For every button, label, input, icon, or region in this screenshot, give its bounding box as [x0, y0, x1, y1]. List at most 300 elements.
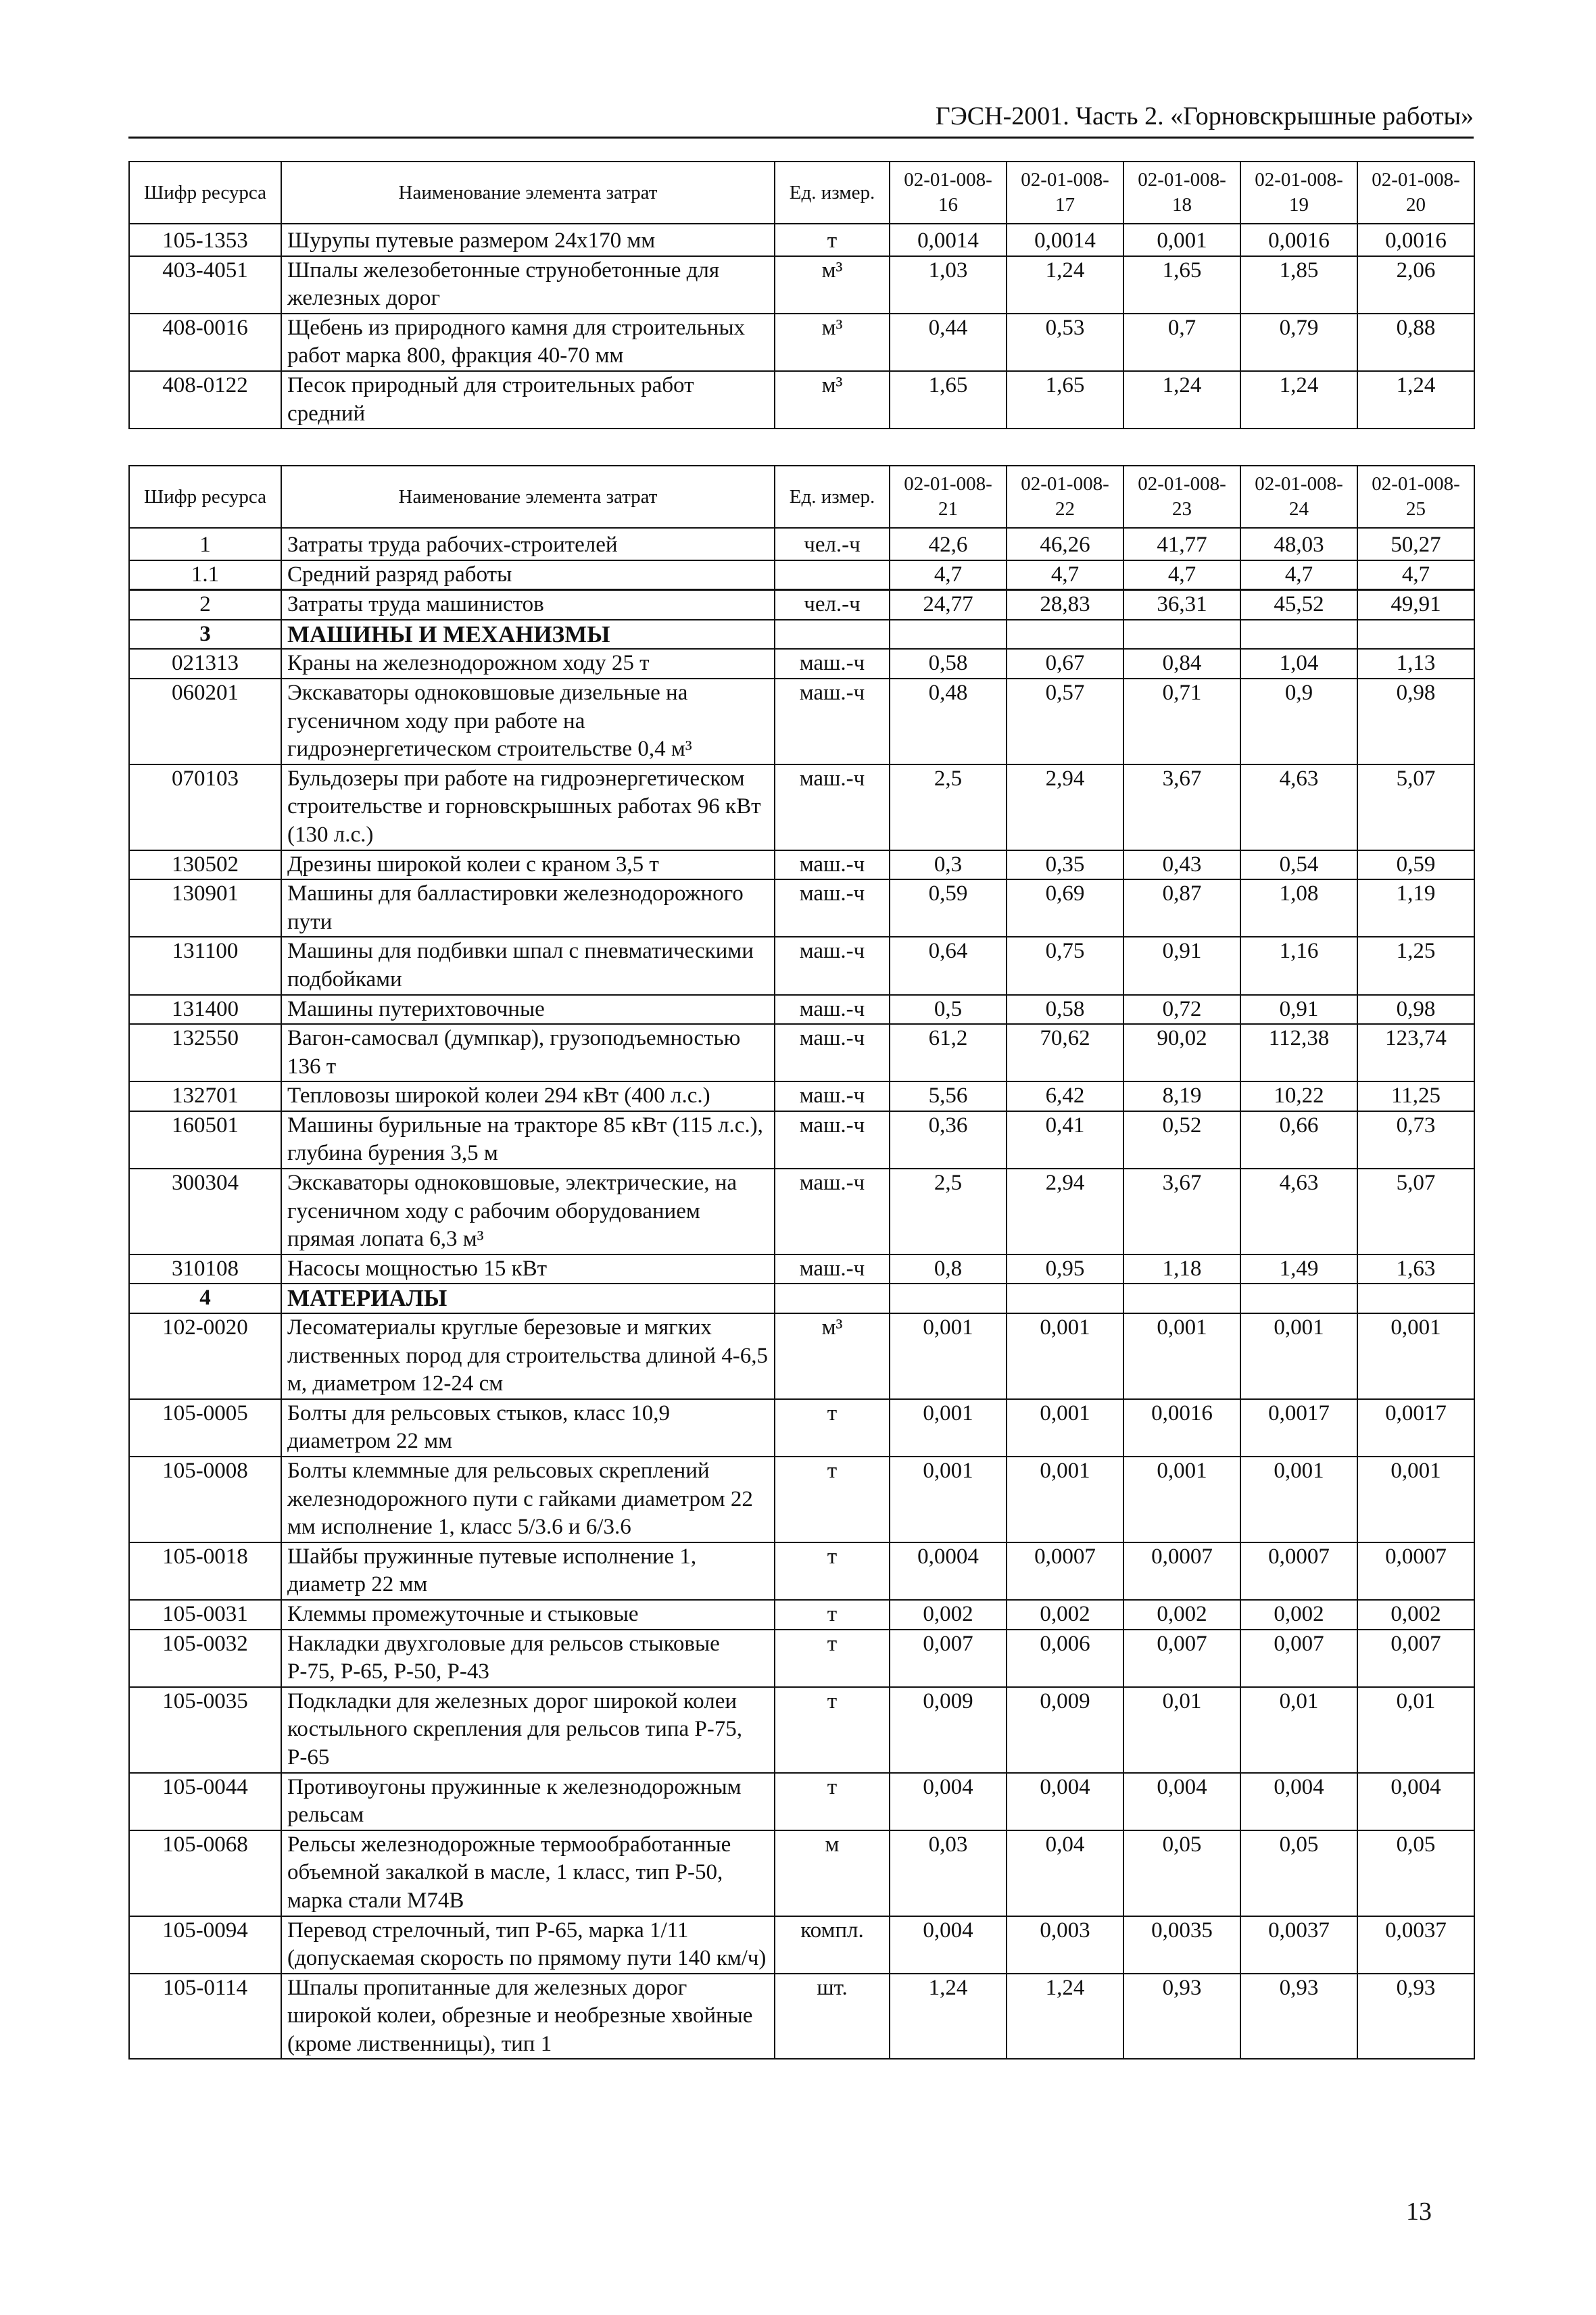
norm-value-cell: 0,0007	[1240, 1542, 1357, 1600]
column-header-code: Шифр ресурса	[129, 162, 281, 224]
norm-value-cell: 0,44	[890, 314, 1007, 371]
norm-value-cell: 0,84	[1123, 649, 1240, 679]
table-row	[129, 937, 1474, 994]
norm-value-cell: 4,7	[1357, 560, 1474, 590]
unit-cell: т	[775, 1773, 890, 1830]
norm-value-cell: 36,31	[1123, 590, 1240, 620]
unit-cell: маш.-ч	[775, 1254, 890, 1284]
norm-value-cell: 0,72	[1123, 995, 1240, 1025]
resource-name-cell: Подкладки для железных дорог широкой колеи костыльного скрепления для рельсов типа Р-75, Р-65	[281, 1687, 775, 1773]
resource-name-cell: Машины бурильные на тракторе 85 кВт (115 л.с.), глубина бурения 3,5 м	[281, 1111, 775, 1169]
norm-value-cell: 0,5	[890, 995, 1007, 1025]
column-header-norm: 02-01-008-25	[1357, 466, 1474, 528]
page-number: 13	[1406, 2197, 1432, 2226]
column-header-norm: 02-01-008-20	[1357, 162, 1474, 224]
norm-value-cell: 1,65	[1123, 256, 1240, 314]
norm-value-cell: 5,56	[890, 1081, 1007, 1111]
norm-value-cell: 0,004	[1240, 1773, 1357, 1830]
resource-name-cell: Накладки двухголовые для рельсов стыковые Р-75, Р-65, Р-50, Р-43	[281, 1630, 775, 1687]
unit-cell: т	[775, 1600, 890, 1630]
norm-value-cell: 0,93	[1240, 1974, 1357, 2060]
resource-code-cell: 105-0094	[129, 1916, 281, 1974]
norm-value-cell: 0,0016	[1123, 1399, 1240, 1457]
resource-name-cell: Болты для рельсовых стыков, класс 10,9 диаметром 22 мм	[281, 1399, 775, 1457]
norm-value-cell: 1,18	[1123, 1254, 1240, 1284]
norm-value-cell: 0,0016	[1240, 224, 1357, 256]
norm-value-cell: 0,0007	[1123, 1542, 1240, 1600]
norm-value-cell: 0,52	[1123, 1111, 1240, 1169]
norm-value-cell: 2,5	[890, 1169, 1007, 1254]
column-header-norm: 02-01-008-24	[1240, 466, 1357, 528]
column-header-norm: 02-01-008-22	[1007, 466, 1123, 528]
norm-value-cell: 0,009	[890, 1687, 1007, 1773]
norm-value-cell: 1,24	[1240, 371, 1357, 429]
table-row	[129, 1542, 1474, 1600]
resource-code-cell: 070103	[129, 764, 281, 850]
norm-value-cell: 0,009	[1007, 1687, 1123, 1773]
norm-value-cell: 0,0007	[1357, 1542, 1474, 1600]
norm-value-cell: 0,88	[1357, 314, 1474, 371]
norm-value-cell: 2,5	[890, 764, 1007, 850]
norm-value-cell: 4,7	[1123, 560, 1240, 590]
norm-value-cell: 1,08	[1240, 879, 1357, 937]
norm-value-cell: 3,67	[1123, 1169, 1240, 1254]
norm-value-cell	[1123, 1284, 1240, 1313]
resource-name-cell: Рельсы железнодорожные термообработанные объемной закалкой в масле, 1 класс, тип Р-50, марка стали М74В	[281, 1830, 775, 1916]
norm-value-cell: 0,0037	[1357, 1916, 1474, 1974]
table-row	[129, 1600, 1474, 1630]
norm-value-cell: 4,7	[1007, 560, 1123, 590]
norm-value-cell: 0,002	[1240, 1600, 1357, 1630]
norm-value-cell: 0,71	[1123, 679, 1240, 764]
table-row	[129, 314, 1474, 371]
norm-value-cell: 0,53	[1007, 314, 1123, 371]
resource-name-cell: Средний разряд работы	[281, 560, 775, 590]
resource-name-cell: Машины для подбивки шпал с пневматическими подбойками	[281, 937, 775, 994]
unit-cell: м	[775, 1830, 890, 1916]
table-row	[129, 1974, 1474, 2060]
norm-value-cell: 49,91	[1357, 590, 1474, 620]
resource-name-cell: Противоугоны пружинные к железнодорожным рельсам	[281, 1773, 775, 1830]
norm-value-cell: 0,67	[1007, 649, 1123, 679]
unit-cell: м³	[775, 1313, 890, 1399]
unit-cell: маш.-ч	[775, 995, 890, 1025]
norm-value-cell: 0,58	[1007, 995, 1123, 1025]
resource-code-cell: 1	[129, 528, 281, 560]
table-body	[129, 224, 1474, 429]
norm-value-cell: 0,002	[1357, 1600, 1474, 1630]
norm-value-cell: 1,24	[1123, 371, 1240, 429]
norm-value-cell: 0,004	[1357, 1773, 1474, 1830]
norm-value-cell: 1,65	[1007, 371, 1123, 429]
table-row	[129, 879, 1474, 937]
norm-value-cell	[1123, 620, 1240, 650]
resource-code-cell: 105-0044	[129, 1773, 281, 1830]
resource-code-cell: 105-0008	[129, 1457, 281, 1542]
resource-code-cell: 408-0016	[129, 314, 281, 371]
table-row	[129, 995, 1474, 1025]
norm-value-cell: 1,63	[1357, 1254, 1474, 1284]
resource-name-cell: Шпалы железобетонные струнобетонные для железных дорог	[281, 256, 775, 314]
norm-value-cell	[1240, 1284, 1357, 1313]
unit-cell: маш.-ч	[775, 764, 890, 850]
resource-name-cell: Экскаваторы одноковшовые дизельные на гусеничном ходу при работе на гидроэнергетическом строительстве 0,4 м³	[281, 679, 775, 764]
norm-value-cell: 1,85	[1240, 256, 1357, 314]
section-row	[129, 620, 1474, 650]
norm-value-cell: 123,74	[1357, 1024, 1474, 1081]
norm-value-cell: 1,04	[1240, 649, 1357, 679]
norm-value-cell: 0,004	[1007, 1773, 1123, 1830]
norm-value-cell: 0,8	[890, 1254, 1007, 1284]
table-row	[129, 850, 1474, 880]
resource-code-cell: 310108	[129, 1254, 281, 1284]
resource-name-cell: Шайбы пружинные путевые исполнение 1, диаметр 22 мм	[281, 1542, 775, 1600]
table-row	[129, 649, 1474, 679]
resource-name-cell: МАШИНЫ И МЕХАНИЗМЫ	[281, 620, 775, 650]
unit-cell: м³	[775, 314, 890, 371]
column-header-norm: 02-01-008-21	[890, 466, 1007, 528]
norm-value-cell: 0,0014	[890, 224, 1007, 256]
table-row	[129, 224, 1474, 256]
norm-value-cell: 10,22	[1240, 1081, 1357, 1111]
resource-name-cell: Машины путерихтовочные	[281, 995, 775, 1025]
norm-value-cell: 0,001	[1123, 1313, 1240, 1399]
column-header-norm: 02-01-008-17	[1007, 162, 1123, 224]
norm-value-cell: 50,27	[1357, 528, 1474, 560]
table-row	[129, 679, 1474, 764]
norm-value-cell: 2,94	[1007, 764, 1123, 850]
resource-name-cell: Щебень из природного камня для строительных работ марка 800, фракция 40-70 мм	[281, 314, 775, 371]
unit-cell: т	[775, 1630, 890, 1687]
norm-value-cell: 0,7	[1123, 314, 1240, 371]
norm-value-cell: 0,007	[890, 1630, 1007, 1687]
resource-name-cell: Шурупы путевые размером 24х170 мм	[281, 224, 775, 256]
norm-value-cell: 5,07	[1357, 1169, 1474, 1254]
norm-value-cell: 0,05	[1123, 1830, 1240, 1916]
unit-cell: маш.-ч	[775, 1111, 890, 1169]
norm-value-cell: 0,93	[1123, 1974, 1240, 2060]
norm-value-cell: 0,001	[890, 1313, 1007, 1399]
resource-name-cell: Дрезины широкой колеи с краном 3,5 т	[281, 850, 775, 880]
norm-value-cell: 0,98	[1357, 995, 1474, 1025]
table-row	[129, 1457, 1474, 1542]
norm-value-cell: 0,0007	[1007, 1542, 1123, 1600]
table-row	[129, 1024, 1474, 1081]
norm-value-cell: 3,67	[1123, 764, 1240, 850]
unit-cell	[775, 1284, 890, 1313]
norm-value-cell	[1007, 620, 1123, 650]
norm-value-cell: 0,004	[890, 1916, 1007, 1974]
norm-value-cell: 0,66	[1240, 1111, 1357, 1169]
norm-value-cell: 0,0016	[1357, 224, 1474, 256]
resource-code-cell: 105-0032	[129, 1630, 281, 1687]
norm-value-cell: 0,57	[1007, 679, 1123, 764]
norm-value-cell: 0,9	[1240, 679, 1357, 764]
norm-value-cell: 0,41	[1007, 1111, 1123, 1169]
resource-name-cell: Вагон-самосвал (думпкар), грузоподъемностью 136 т	[281, 1024, 775, 1081]
unit-cell: маш.-ч	[775, 1081, 890, 1111]
column-header-name: Наименование элемента затрат	[281, 162, 775, 224]
norm-value-cell: 0,001	[1007, 1399, 1123, 1457]
norm-value-cell: 1,24	[1007, 256, 1123, 314]
norm-value-cell: 0,01	[1357, 1687, 1474, 1773]
resource-code-cell: 021313	[129, 649, 281, 679]
norm-value-cell	[890, 1284, 1007, 1313]
norm-value-cell: 0,001	[890, 1399, 1007, 1457]
section-row	[129, 1284, 1474, 1313]
norm-value-cell: 0,64	[890, 937, 1007, 994]
norm-value-cell: 41,77	[1123, 528, 1240, 560]
norm-value-cell: 0,002	[1123, 1600, 1240, 1630]
norm-value-cell: 1,13	[1357, 649, 1474, 679]
unit-cell: маш.-ч	[775, 1024, 890, 1081]
column-header-unit: Ед. измер.	[775, 162, 890, 224]
resource-code-cell: 105-0031	[129, 1600, 281, 1630]
norm-value-cell: 1,19	[1357, 879, 1474, 937]
unit-cell: маш.-ч	[775, 937, 890, 994]
unit-cell: т	[775, 224, 890, 256]
norm-value-cell: 0,43	[1123, 850, 1240, 880]
resource-code-cell: 060201	[129, 679, 281, 764]
resource-name-cell: Краны на железнодорожном ходу 25 т	[281, 649, 775, 679]
table-row	[129, 371, 1474, 429]
resource-code-cell: 130901	[129, 879, 281, 937]
unit-cell: маш.-ч	[775, 649, 890, 679]
norm-value-cell: 0,04	[1007, 1830, 1123, 1916]
resource-code-cell: 102-0020	[129, 1313, 281, 1399]
norm-value-cell: 24,77	[890, 590, 1007, 620]
unit-cell: маш.-ч	[775, 850, 890, 880]
norm-value-cell: 0,35	[1007, 850, 1123, 880]
resource-table-2	[128, 465, 1475, 2060]
norm-value-cell: 0,87	[1123, 879, 1240, 937]
norm-value-cell: 8,19	[1123, 1081, 1240, 1111]
norm-value-cell: 6,42	[1007, 1081, 1123, 1111]
norm-value-cell: 1,16	[1240, 937, 1357, 994]
norm-value-cell: 0,79	[1240, 314, 1357, 371]
norm-value-cell: 4,7	[890, 560, 1007, 590]
resource-table-1	[128, 161, 1475, 429]
unit-cell: маш.-ч	[775, 879, 890, 937]
norm-value-cell: 4,7	[1240, 560, 1357, 590]
norm-value-cell: 0,0017	[1357, 1399, 1474, 1457]
resource-name-cell: Шпалы пропитанные для железных дорог широкой колеи, обрезные и необрезные хвойные (кроме лиственницы), тип 1	[281, 1974, 775, 2060]
norm-value-cell: 0,0004	[890, 1542, 1007, 1600]
resource-code-cell: 105-0068	[129, 1830, 281, 1916]
norm-value-cell: 0,05	[1240, 1830, 1357, 1916]
column-header-norm: 02-01-008-19	[1240, 162, 1357, 224]
unit-cell: компл.	[775, 1916, 890, 1974]
table-row	[129, 1081, 1474, 1111]
norm-value-cell: 1,24	[1357, 371, 1474, 429]
norm-value-cell: 0,007	[1240, 1630, 1357, 1687]
table-row	[129, 528, 1474, 560]
norm-value-cell: 2,06	[1357, 256, 1474, 314]
column-header-norm: 02-01-008-18	[1123, 162, 1240, 224]
norm-value-cell: 4,63	[1240, 764, 1357, 850]
table-row	[129, 1169, 1474, 1254]
unit-cell: т	[775, 1399, 890, 1457]
table-header-row	[129, 162, 1474, 224]
resource-code-cell: 4	[129, 1284, 281, 1313]
norm-value-cell: 0,004	[890, 1773, 1007, 1830]
table-row	[129, 1111, 1474, 1169]
norm-value-cell	[890, 620, 1007, 650]
resource-name-cell: Тепловозы широкой колеи 294 кВт (400 л.с.)	[281, 1081, 775, 1111]
resource-name-cell: Песок природный для строительных работ средний	[281, 371, 775, 429]
resource-code-cell: 132701	[129, 1081, 281, 1111]
norm-value-cell: 1,24	[1007, 1974, 1123, 2060]
norm-value-cell: 0,001	[1357, 1313, 1474, 1399]
norm-value-cell: 0,59	[890, 879, 1007, 937]
norm-value-cell: 0,69	[1007, 879, 1123, 937]
resource-code-cell: 2	[129, 590, 281, 620]
resource-code-cell: 131400	[129, 995, 281, 1025]
norm-value-cell: 0,001	[1240, 1457, 1357, 1542]
unit-cell: т	[775, 1687, 890, 1773]
norm-value-cell: 42,6	[890, 528, 1007, 560]
table-row	[129, 1399, 1474, 1457]
norm-value-cell: 0,58	[890, 649, 1007, 679]
norm-value-cell: 0,03	[890, 1830, 1007, 1916]
resource-code-cell: 132550	[129, 1024, 281, 1081]
norm-value-cell: 0,75	[1007, 937, 1123, 994]
unit-cell: м³	[775, 256, 890, 314]
norm-value-cell: 70,62	[1007, 1024, 1123, 1081]
resource-name-cell: Затраты труда рабочих-строителей	[281, 528, 775, 560]
resource-code-cell: 408-0122	[129, 371, 281, 429]
resource-name-cell: Машины для балластировки железнодорожного пути	[281, 879, 775, 937]
norm-value-cell: 90,02	[1123, 1024, 1240, 1081]
norm-value-cell: 2,94	[1007, 1169, 1123, 1254]
resource-code-cell: 131100	[129, 937, 281, 994]
resource-name-cell: Бульдозеры при работе на гидроэнергетическом строительстве и горновскрышных работах 96 кВт (130 л.с.)	[281, 764, 775, 850]
norm-value-cell: 46,26	[1007, 528, 1123, 560]
resource-name-cell: Затраты труда машинистов	[281, 590, 775, 620]
norm-value-cell: 0,98	[1357, 679, 1474, 764]
table-body	[129, 528, 1474, 2059]
table-row	[129, 590, 1474, 620]
norm-value-cell: 0,004	[1123, 1773, 1240, 1830]
unit-cell: шт.	[775, 1974, 890, 2060]
table-row	[129, 1313, 1474, 1399]
norm-value-cell: 0,001	[1007, 1457, 1123, 1542]
resource-code-cell: 105-0005	[129, 1399, 281, 1457]
norm-value-cell: 0,0014	[1007, 224, 1123, 256]
norm-value-cell: 4,63	[1240, 1169, 1357, 1254]
column-header-code: Шифр ресурса	[129, 466, 281, 528]
table-header-row	[129, 466, 1474, 528]
norm-value-cell: 45,52	[1240, 590, 1357, 620]
norm-value-cell	[1007, 1284, 1123, 1313]
resource-code-cell: 160501	[129, 1111, 281, 1169]
table-row	[129, 256, 1474, 314]
norm-value-cell: 0,95	[1007, 1254, 1123, 1284]
norm-value-cell	[1240, 620, 1357, 650]
table-row	[129, 1687, 1474, 1773]
resource-code-cell: 130502	[129, 850, 281, 880]
column-header-norm: 02-01-008-16	[890, 162, 1007, 224]
table-row	[129, 1830, 1474, 1916]
resource-code-cell: 300304	[129, 1169, 281, 1254]
norm-value-cell: 0,93	[1357, 1974, 1474, 2060]
resource-name-cell: Болты клеммные для рельсовых скреплений железнодорожного пути с гайками диаметром 22 мм исполнение 1, класс 5/3.6 и 6/3.6	[281, 1457, 775, 1542]
norm-value-cell: 0,48	[890, 679, 1007, 764]
norm-value-cell: 5,07	[1357, 764, 1474, 850]
norm-value-cell: 0,91	[1240, 995, 1357, 1025]
norm-value-cell	[1357, 1284, 1474, 1313]
norm-value-cell: 0,91	[1123, 937, 1240, 994]
resource-code-cell: 105-0114	[129, 1974, 281, 2060]
norm-value-cell: 1,24	[890, 1974, 1007, 2060]
resource-name-cell: Лесоматериалы круглые березовые и мягких лиственных пород для строительства длиной 4-6,5 м, диаметром 12-24 см	[281, 1313, 775, 1399]
norm-value-cell: 0,003	[1007, 1916, 1123, 1974]
norm-value-cell: 0,002	[890, 1600, 1007, 1630]
norm-value-cell: 11,25	[1357, 1081, 1474, 1111]
norm-value-cell: 0,0017	[1240, 1399, 1357, 1457]
norm-value-cell: 0,54	[1240, 850, 1357, 880]
norm-value-cell: 112,38	[1240, 1024, 1357, 1081]
norm-value-cell: 0,007	[1123, 1630, 1240, 1687]
table-row	[129, 1916, 1474, 1974]
resource-name-cell: МАТЕРИАЛЫ	[281, 1284, 775, 1313]
norm-value-cell: 1,25	[1357, 937, 1474, 994]
unit-cell: т	[775, 1457, 890, 1542]
norm-value-cell: 28,83	[1007, 590, 1123, 620]
norm-value-cell: 0,0037	[1240, 1916, 1357, 1974]
resource-code-cell: 403-4051	[129, 256, 281, 314]
norm-value-cell: 0,01	[1240, 1687, 1357, 1773]
norm-value-cell: 1,49	[1240, 1254, 1357, 1284]
norm-value-cell: 0,36	[890, 1111, 1007, 1169]
norm-value-cell: 0,59	[1357, 850, 1474, 880]
norm-value-cell: 0,001	[890, 1457, 1007, 1542]
column-header-name: Наименование элемента затрат	[281, 466, 775, 528]
resource-name-cell: Насосы мощностью 15 кВт	[281, 1254, 775, 1284]
unit-cell	[775, 560, 890, 590]
table-row	[129, 1630, 1474, 1687]
unit-cell: чел.-ч	[775, 528, 890, 560]
norm-value-cell: 1,03	[890, 256, 1007, 314]
norm-value-cell: 0,002	[1007, 1600, 1123, 1630]
norm-value-cell: 0,3	[890, 850, 1007, 880]
norm-value-cell	[1357, 620, 1474, 650]
norm-value-cell: 1,65	[890, 371, 1007, 429]
table-row	[129, 1254, 1474, 1284]
resource-name-cell: Перевод стрелочный, тип Р-65, марка 1/11 (допускаемая скорость по прямому пути 140 км/ч)	[281, 1916, 775, 1974]
page-header: ГЭСН-2001. Часть 2. «Горновскрышные работы»	[128, 101, 1474, 139]
table-row	[129, 764, 1474, 850]
norm-value-cell: 0,001	[1123, 1457, 1240, 1542]
norm-value-cell: 0,05	[1357, 1830, 1474, 1916]
column-header-norm: 02-01-008-23	[1123, 466, 1240, 528]
resource-name-cell: Клеммы промежуточные и стыковые	[281, 1600, 775, 1630]
resource-code-cell: 105-0018	[129, 1542, 281, 1600]
norm-value-cell: 0,007	[1357, 1630, 1474, 1687]
resource-name-cell: Экскаваторы одноковшовые, электрические, на гусеничном ходу с рабочим оборудованием прямая лопата 6,3 м³	[281, 1169, 775, 1254]
norm-value-cell: 0,001	[1007, 1313, 1123, 1399]
table-row	[129, 1773, 1474, 1830]
column-header-unit: Ед. измер.	[775, 466, 890, 528]
unit-cell: м³	[775, 371, 890, 429]
resource-code-cell: 3	[129, 620, 281, 650]
table-row	[129, 560, 1474, 590]
resource-code-cell: 105-0035	[129, 1687, 281, 1773]
resource-code-cell: 105-1353	[129, 224, 281, 256]
norm-value-cell: 0,01	[1123, 1687, 1240, 1773]
unit-cell: чел.-ч	[775, 590, 890, 620]
unit-cell	[775, 620, 890, 650]
